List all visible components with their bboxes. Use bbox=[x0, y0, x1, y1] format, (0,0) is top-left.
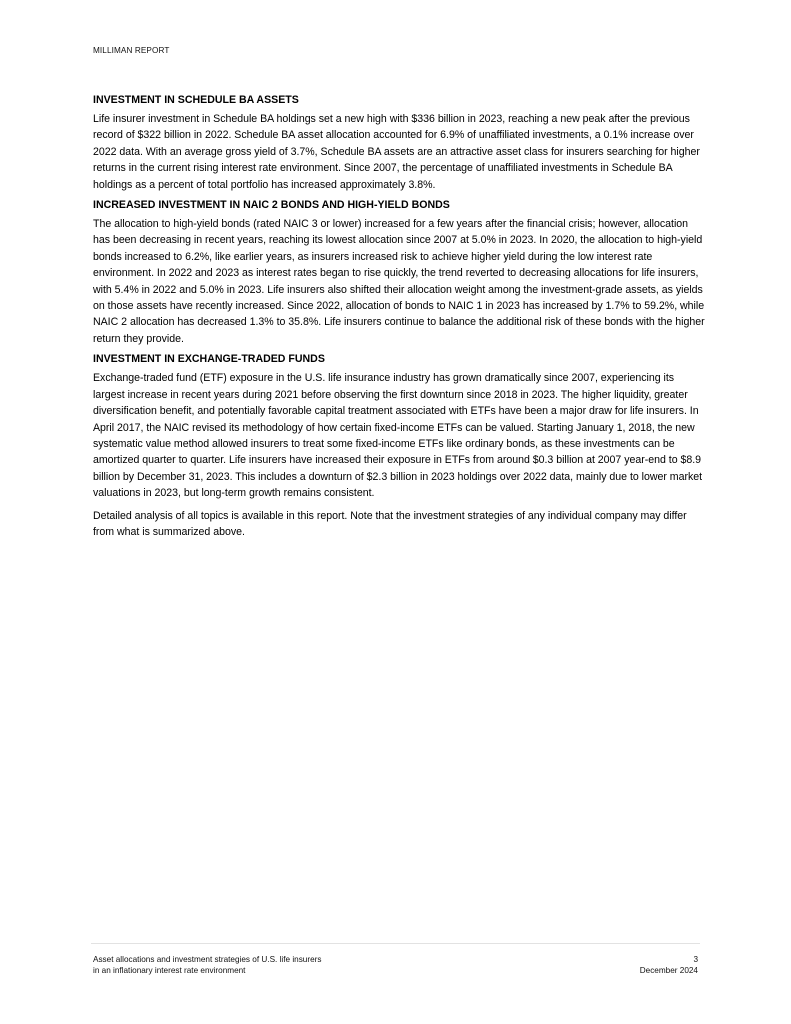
footer-page-info bbox=[640, 955, 698, 976]
footer-divider bbox=[91, 943, 700, 944]
report-body bbox=[93, 93, 705, 545]
report-date: December 2024 bbox=[639, 965, 698, 975]
section-heading: INVESTMENT IN SCHEDULE BA ASSETS bbox=[93, 94, 299, 106]
footer-report-title bbox=[93, 955, 321, 976]
closing-paragraph: Detailed analysis of all topics is available in this report. Note that the investment strategies of any individual company may differ from what is summarized above. bbox=[93, 509, 687, 538]
section-heading: INVESTMENT IN EXCHANGE-TRADED FUNDS bbox=[93, 353, 325, 366]
page-number: 3 bbox=[693, 955, 698, 964]
footer-title-line: in an inflationary interest rate environment bbox=[93, 965, 246, 975]
section-heading: INCREASED INVESTMENT IN NAIC 2 BONDS AND HIGH-YIELD BONDS bbox=[93, 199, 450, 212]
section-paragraph: Exchange-traded fund (ETF) exposure in the U.S. life insurance industry has grown dramatically since 2007, experiencing its largest increase in recent years during 2021 before observing the first downturn since 2018 in 2023. The higher liquidity, greater diversification benefit, and potentially favorable capital treatment associated with ETFs have been a major draw for life insurers. In April 2017, the NAIC revised its methodology of how certain fixed-income ETFs can be valued. Starting January 1, 2018, the new systematic value method allowed insurers to treat some fixed-income ETFs like ordinary bonds, as these investments can be amortized quarter to quarter. Life insurers have increased their exposure in ETFs from around $0.3 billion at 2007 year-end to $8.9 billion by December 31, 2023. This includes a downturn of $2.3 billion in 2023 holdings over 2022 data, mainly due to lower market valuations in 2023, but long-term growth remains consistent. bbox=[93, 372, 703, 500]
running-header: MILLIMAN REPORT bbox=[93, 46, 170, 55]
section-naic-bonds bbox=[93, 198, 705, 347]
footer-title-line: Asset allocations and investment strategies of U.S. life insurers bbox=[93, 955, 322, 964]
section-paragraph: Life insurer investment in Schedule BA holdings set a new high with $336 billion in 2023, reaching a new peak after the previous record of $322 billion in 2022. Schedule BA asset allocation accounted for 6.9% of unaffiliated investments, a 0.1% increase over 2022 data. With an average gross yield of 3.7%, Schedule BA assets are an attractive asset class for insurers searching for higher returns in the current rising interest rate environment. Since 2007, the percentage of unaffiliated investments in Schedule BA holdings as a percent of total portfolio has increased approximately 3.8%. bbox=[93, 113, 700, 191]
section-schedule-ba bbox=[93, 93, 705, 193]
section-etf bbox=[93, 352, 705, 501]
section-paragraph: The allocation to high-yield bonds (rated NAIC 3 or lower) increased for a few years after the financial crisis; however, allocation has been decreasing in recent years, reaching its lowest allocation since 2007 at 5.0% in 2023. In 2020, the allocation to high-yield bonds increased to 6.2%, like earlier years, as insurers increased risk to achieve higher yield during the low interest rate environment. In 2022 and 2023 as interest rates began to rise quickly, the trend reverted to decreasing allocations for life insurers, with 5.4% in 2022 and 5.0% in 2023. Life insurers also shifted their allocation weight among the investment-grade assets, as yields on those assets have recently increased. Since 2022, allocation of bonds to NAIC 1 in 2023 has increased by 1.7% to 59.2%, while NAIC 2 allocation has decreased 1.3% to 35.8%. Life insurers continue to balance the additional risk of these bonds with the higher return they provide. bbox=[93, 218, 705, 345]
